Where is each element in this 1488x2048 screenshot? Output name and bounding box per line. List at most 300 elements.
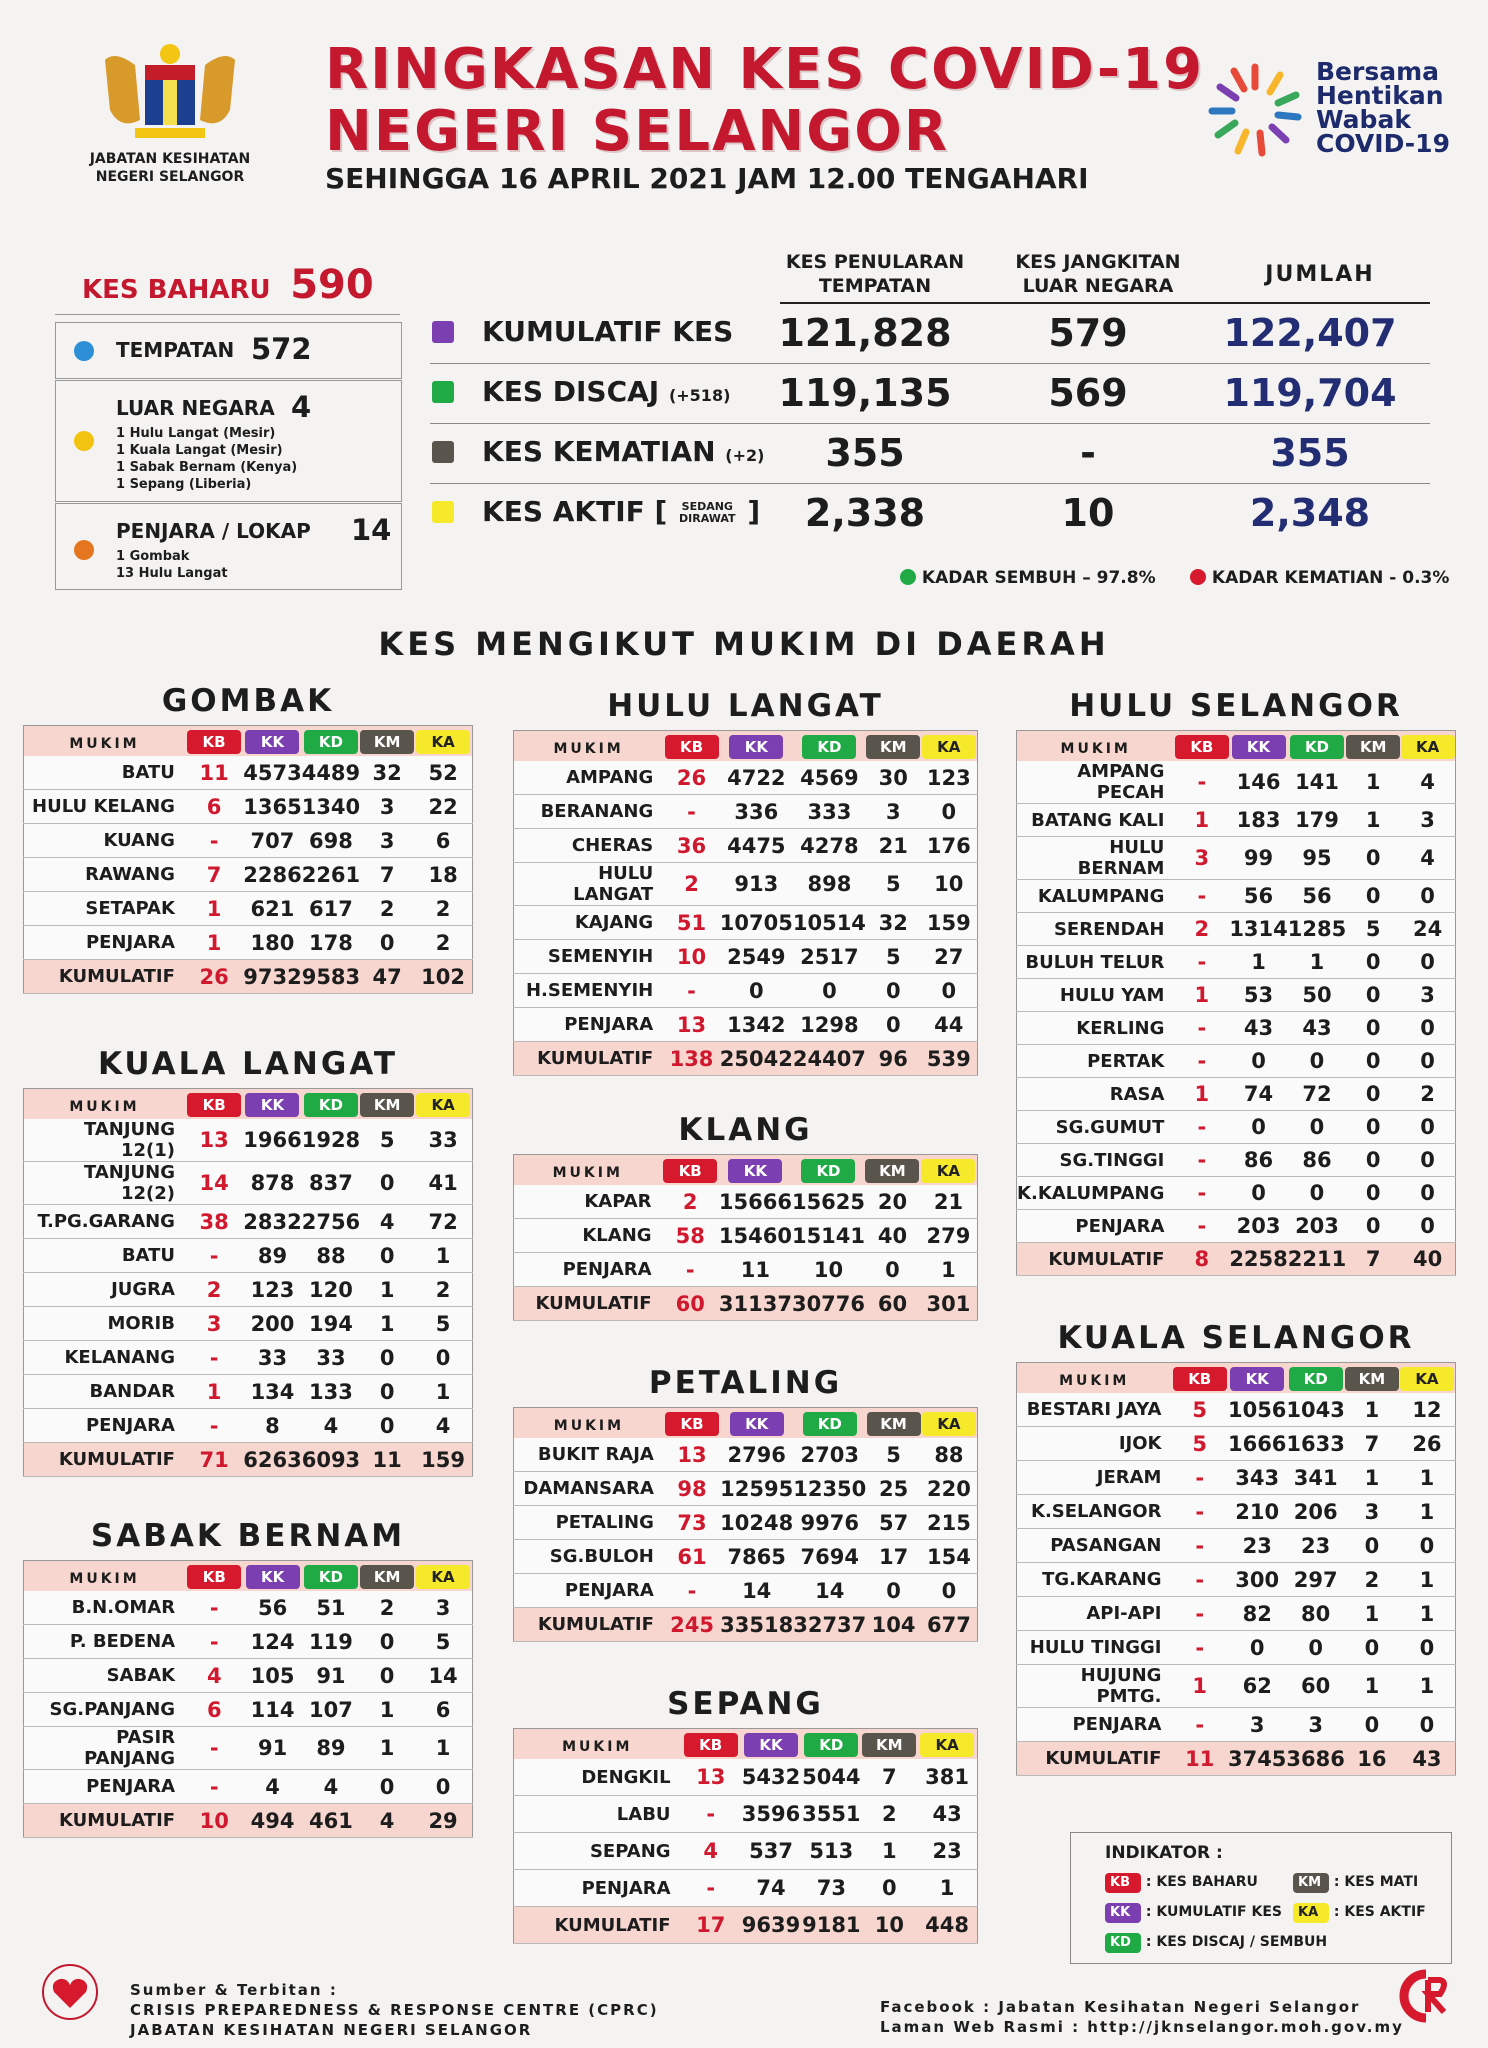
mukim-name: KAJANG [514,906,664,940]
table-total-row [1017,1243,1456,1276]
table-row [1017,1597,1456,1631]
column-km-label: KM [866,735,920,759]
summary-label [482,375,730,408]
kd-value: 2517 [793,940,866,974]
district-table [513,1154,978,1321]
column-kk-label: KK [744,1733,798,1757]
department-name [70,150,270,186]
kd-value: 15625 [792,1185,865,1219]
kk-value: 4573 [243,756,301,790]
km-text: : KES MATI [1333,1874,1419,1890]
mukim-name: BESTARI JAYA [1017,1393,1172,1427]
column-mukim-label: MUKIM [1059,1373,1130,1389]
ka-value: 3 [414,1591,472,1625]
km-value: 0 [360,1659,414,1693]
column-km-label: KM [360,1093,414,1117]
km-value: 16 [1345,1742,1399,1776]
column-kk-label: KK [729,735,783,759]
header-cell-km [1346,731,1400,762]
ka-value: 3 [1400,804,1455,837]
column-mukim-label: MUKIM [552,1165,623,1181]
summary-value-luar: 569 [1048,371,1128,415]
tempatan-box [55,322,402,379]
ka-value: 279 [920,1219,978,1253]
kb-value: - [1171,1461,1228,1495]
kb-value: 13 [681,1759,741,1796]
mukim-name: PERTAK [1017,1045,1175,1078]
kk-value: 1 [1229,946,1287,979]
mukim-name: KAPAR [514,1185,662,1219]
kd-value: 617 [302,892,360,926]
table-row [24,1239,473,1273]
kk-value: 2832 [243,1205,301,1239]
kk-value: 1314 [1229,913,1287,946]
kk-value: 0 [1229,1111,1287,1144]
header-cell-mukim [514,1155,662,1186]
km-value: 104 [866,1608,921,1642]
kb-value: 5 [1171,1427,1228,1461]
luar-detail-item: 1 Kuala Langat (Mesir) [116,443,283,458]
km-value: 7 [360,858,414,892]
mukim-name: SG.PANJANG [24,1693,186,1727]
section-title: KES MENGIKUT MUKIM DI DAERAH [378,625,1110,663]
page-title-line-1: RINGKASAN KES COVID-19 [325,37,1205,102]
km-value: 3 [360,824,414,858]
summary-label-text: KES DISCAJ [482,375,660,408]
kd-value: 107 [302,1693,360,1727]
header-cell-mukim [1017,1363,1172,1394]
kd-value: 333 [793,795,866,829]
table-header-row [1017,731,1456,762]
kk-value: 0 [1228,1631,1286,1665]
mukim-name: K.KALUMPANG [1017,1177,1175,1210]
table-row [514,829,978,863]
header-cell-km [861,1729,917,1760]
ka-value: 0 [1400,946,1455,979]
kk-value: 0 [1229,1177,1287,1210]
ka-value: 0 [1400,1111,1455,1144]
mukim-name: MORIB [24,1307,185,1341]
table-row [1017,880,1456,913]
footer-heart-logo [40,1962,100,2022]
kk-value: 12595 [720,1472,793,1506]
summary-label-end: ] [747,495,761,528]
luar-negara-value: 4 [291,390,312,424]
km-value: 20 [865,1185,920,1219]
km-value: 47 [360,960,414,994]
kb-value: 58 [662,1219,719,1253]
table-row [24,858,473,892]
summary-header-col3: JUMLAH [1265,262,1375,287]
km-value: 7 [861,1759,917,1796]
header-cell-km [360,1561,414,1592]
ka-value: 4 [1400,761,1455,804]
cprc-logo [1388,1966,1458,2026]
table-row [1017,1631,1456,1665]
district-table [513,1728,978,1944]
mukim-name: HUJUNG PMTG. [1017,1665,1172,1708]
column-kd-label: KD [304,730,358,754]
kk-value: 99 [1229,837,1287,880]
km-value: 32 [866,906,921,940]
kb-value: 1 [185,1375,243,1409]
column-kk-label: KK [730,1412,784,1436]
kb-value: 2 [185,1273,243,1307]
kd-value: 203 [1288,1210,1346,1243]
kk-value: 537 [741,1833,801,1870]
kb-value: 3 [1174,837,1229,880]
table-row [1017,1427,1456,1461]
kb-value: 1 [1174,1078,1229,1111]
ka-value: 29 [414,1804,472,1838]
mukim-name: KUMULATIF [24,1804,186,1838]
kd-value: 91 [302,1659,360,1693]
ka-value: 12 [1399,1393,1456,1427]
luar-negara-details [116,425,297,493]
column-ka-label: KA [1401,735,1455,759]
ka-value: 2 [1400,1078,1455,1111]
kb-value: 26 [185,960,243,994]
column-kb-label: KB [665,1412,719,1436]
kk-value: 1365 [243,790,301,824]
kd-value: 3686 [1286,1742,1344,1776]
note-top: SEDANG [681,500,733,513]
kd-value: 898 [793,863,866,906]
header-cell-kb [185,726,243,757]
table-header-row [514,1155,978,1186]
mukim-name: PENJARA [514,1870,681,1907]
km-value: 60 [865,1287,920,1321]
kk-value: 74 [741,1870,801,1907]
mukim-name: SEMENYIH [514,940,664,974]
mukim-name: JERAM [1017,1461,1172,1495]
column-km-label: KM [360,1565,414,1589]
mukim-name: PENJARA [1017,1708,1172,1742]
note-bottom: DIRAWAT [679,512,736,525]
kd-value: 51 [302,1591,360,1625]
column-kd-label: KD [304,1093,358,1117]
ka-value: 159 [414,1443,472,1477]
kd-value: 133 [302,1375,360,1409]
kd-value: 50 [1288,979,1346,1012]
kd-value: 72 [1288,1078,1346,1111]
kk-value: 9732 [243,960,301,994]
mukim-name: BULUH TELUR [1017,946,1175,979]
table-header-row [514,1408,978,1439]
kd-value: 194 [302,1307,360,1341]
header-cell-kb [1174,731,1229,762]
column-kb-label: KB [187,730,241,754]
kb-value: 245 [664,1608,720,1642]
km-value: 0 [1346,1012,1400,1045]
ka-value: 33 [414,1119,472,1162]
table-row [24,790,473,824]
mukim-name: RASA [1017,1078,1175,1111]
table-row [514,1574,978,1608]
penjara-label: PENJARA / LOKAP [116,519,311,543]
header-cell-kd [1288,731,1346,762]
kb-value: 73 [664,1506,720,1540]
header-cell-kb [185,1561,243,1592]
km-value: 1 [1345,1393,1399,1427]
table-total-row [24,1443,473,1477]
table-row [24,1727,473,1770]
table-row [514,1833,978,1870]
table-row [514,1540,978,1574]
table-row [514,940,978,974]
table-row [1017,1461,1456,1495]
header-cell-kb [681,1729,741,1760]
footer-source-line3: JABATAN KESIHATAN NEGERI SELANGOR [130,2021,533,2039]
luar-detail-item: 1 Sepang (Liberia) [116,477,252,492]
header-cell-kb [663,731,720,762]
ka-value: 1 [920,1253,978,1287]
ka-value: 22 [414,790,472,824]
header-cell-mukim [514,1408,664,1439]
km-value: 1 [360,1307,414,1341]
kk-value: 200 [243,1307,301,1341]
header-cell-ka [414,1561,472,1592]
ka-value: 24 [1400,913,1455,946]
mukim-name: SERENDAH [1017,913,1175,946]
column-kd-label: KD [802,735,856,759]
kk-value: 6263 [243,1443,301,1477]
mukim-name: JUGRA [24,1273,185,1307]
kb-value: - [664,1574,720,1608]
kd-value: 119 [302,1625,360,1659]
penjara-details [116,548,228,582]
column-mukim-label: MUKIM [69,1571,140,1587]
header-cell-ka [414,726,472,757]
summary-header-col2 [978,250,1218,298]
mukim-name: BATANG KALI [1017,804,1175,837]
kd-value: 0 [1286,1631,1344,1665]
mukim-name: SETAPAK [24,892,185,926]
mukim-name: BATU [24,756,185,790]
kb-value: - [663,974,720,1008]
kd-value: 24407 [793,1042,866,1076]
summary-value-jumlah: 122,407 [1223,311,1397,355]
km-value: 1 [861,1833,917,1870]
summary-label [482,495,760,528]
kd-value: 2261 [302,858,360,892]
mukim-name: KLANG [514,1219,662,1253]
ka-value: 40 [1400,1243,1455,1276]
kk-value: 2286 [243,858,301,892]
column-kk-label: KK [1232,735,1286,759]
table-row [1017,761,1456,804]
column-kk-label: KK [245,730,299,754]
km-value: 0 [866,1008,921,1042]
kk-value: 15460 [719,1219,792,1253]
table-row [514,1253,978,1287]
table-row [514,1506,978,1540]
mukim-name: PENJARA [514,1574,664,1608]
ka-value: 677 [921,1608,978,1642]
table-row [1017,1078,1456,1111]
kk-value: 7865 [720,1540,793,1574]
header-cell-kb [662,1155,719,1186]
header-cell-km [865,1155,920,1186]
kb-value: 7 [185,858,243,892]
km-value: 3 [1345,1495,1399,1529]
table-header-row [24,1561,473,1592]
table-row [1017,1144,1456,1177]
kb-value: 13 [664,1438,720,1472]
mukim-name: KUMULATIF [24,960,185,994]
kb-value: 8 [1174,1243,1229,1276]
table-row [514,1870,978,1907]
ka-tag: KA [1293,1903,1329,1923]
ka-value: 1 [414,1239,472,1273]
ka-value: 1 [1399,1495,1456,1529]
kk-value: 180 [243,926,301,960]
kb-value: 38 [185,1205,243,1239]
kb-value: - [663,795,720,829]
kk-value: 1666 [1228,1427,1286,1461]
summary-aktif-note [679,501,736,525]
column-ka-label: KA [416,1093,470,1117]
mukim-name: DAMANSARA [514,1472,664,1506]
mukim-name: KUMULATIF [1017,1742,1172,1776]
kk-value: 1966 [243,1119,301,1162]
column-kk-label: KK [245,1093,299,1117]
km-value: 0 [360,1239,414,1273]
column-ka-label: KA [416,730,470,754]
district-table [513,1407,978,1642]
mukim-name: PETALING [514,1506,664,1540]
column-km-label: KM [1345,1367,1399,1391]
kk-value: 33518 [720,1608,793,1642]
km-value: 7 [1346,1243,1400,1276]
kd-value: 9976 [793,1506,866,1540]
ka-value: 123 [921,761,978,795]
table-row [514,1185,978,1219]
kb-value: - [1174,1144,1229,1177]
ka-value: 154 [921,1540,978,1574]
kb-value: 14 [185,1162,243,1205]
kb-value: 51 [663,906,720,940]
tempatan-label: TEMPATAN [116,338,235,362]
district-title: KLANG [678,1112,813,1148]
mukim-name: TANJUNG 12(1) [24,1119,185,1162]
mukim-name: RAWANG [24,858,185,892]
kk-text: : KUMULATIF KES [1145,1904,1282,1920]
ka-value: 44 [921,1008,978,1042]
kb-value: - [1174,946,1229,979]
kd-value: 4569 [793,761,866,795]
kk-value: 4722 [720,761,793,795]
table-row [514,1219,978,1253]
kk-value: 114 [243,1693,301,1727]
table-header-row [514,731,978,762]
column-mukim-label: MUKIM [553,1418,625,1434]
mukim-name: AMPANG [514,761,664,795]
district-title: GOMBAK [161,683,335,719]
mukim-name: IJOK [1017,1427,1172,1461]
campaign-logo [1200,55,1310,165]
km-value: 5 [866,863,921,906]
ka-value: 448 [917,1907,977,1944]
column-kd-label: KD [803,1412,857,1436]
kk-value: 11 [719,1253,792,1287]
mukim-name: SG.TINGGI [1017,1144,1175,1177]
column-kb-label: KB [1175,735,1229,759]
km-value: 1 [1346,804,1400,837]
mukim-name: KUMULATIF [1017,1243,1175,1276]
tempatan-value: 572 [251,332,312,366]
kd-value: 1 [1288,946,1346,979]
kd-value: 95 [1288,837,1346,880]
campaign-line-2: Hentikan [1316,81,1444,110]
table-row [24,1307,473,1341]
header-cell-kd [793,731,866,762]
blue-dot-icon [74,341,94,361]
district-table [1016,730,1456,1276]
km-value: 0 [360,1375,414,1409]
km-value: 0 [1346,1045,1400,1078]
kk-value: 494 [243,1804,301,1838]
km-value: 0 [360,1341,414,1375]
district-title: SEPANG [667,1686,824,1722]
luar-detail-item: 1 Sabak Bernam (Kenya) [116,460,298,475]
kd-text: : KES DISCAJ / SEMBUH [1145,1934,1328,1950]
kk-value: 5432 [741,1759,801,1796]
km-value: 0 [1346,1177,1400,1210]
kd-value: 513 [801,1833,861,1870]
kb-value: - [1174,1012,1229,1045]
mukim-name: SG.BULOH [514,1540,664,1574]
mukim-name: PENJARA [24,926,185,960]
kk-value: 56 [243,1591,301,1625]
mukim-name: KUMULATIF [514,1608,664,1642]
kk-value: 0 [1229,1045,1287,1078]
header-cell-ka [921,731,978,762]
kadar-kematian [1190,568,1449,588]
km-value: 0 [1346,979,1400,1012]
kk-value: 33 [243,1341,301,1375]
table-row [514,1759,978,1796]
kk-value: 4 [243,1770,301,1804]
kd-value: 206 [1286,1495,1344,1529]
district-title: HULU LANGAT [607,688,884,724]
table-row [514,906,978,940]
ka-text: : KES AKTIF [1333,1904,1426,1920]
table-total-row [514,1042,978,1076]
kb-value: 71 [185,1443,243,1477]
header-cell-kk [243,1089,301,1120]
mukim-name: K.SELANGOR [1017,1495,1172,1529]
km-value: 1 [360,1273,414,1307]
ka-value: 88 [921,1438,978,1472]
kd-value: 4 [302,1409,360,1443]
penjara-detail-item: 13 Hulu Langat [116,566,228,581]
km-value: 0 [360,926,414,960]
km-value: 96 [866,1042,921,1076]
kk-value: 3 [1228,1708,1286,1742]
kb-value: - [1174,1111,1229,1144]
kes-baharu-label: KES BAHARU [82,275,271,305]
mukim-name: SABAK [24,1659,186,1693]
mukim-name: PENJARA [514,1008,664,1042]
column-mukim-label: MUKIM [553,741,624,757]
kd-value: 43 [1288,1012,1346,1045]
kb-value: - [1171,1597,1228,1631]
kb-value: 61 [664,1540,720,1574]
kk-value: 343 [1228,1461,1286,1495]
department-line-2: NEGERI SELANGOR [95,169,245,185]
table-row [24,1341,473,1375]
